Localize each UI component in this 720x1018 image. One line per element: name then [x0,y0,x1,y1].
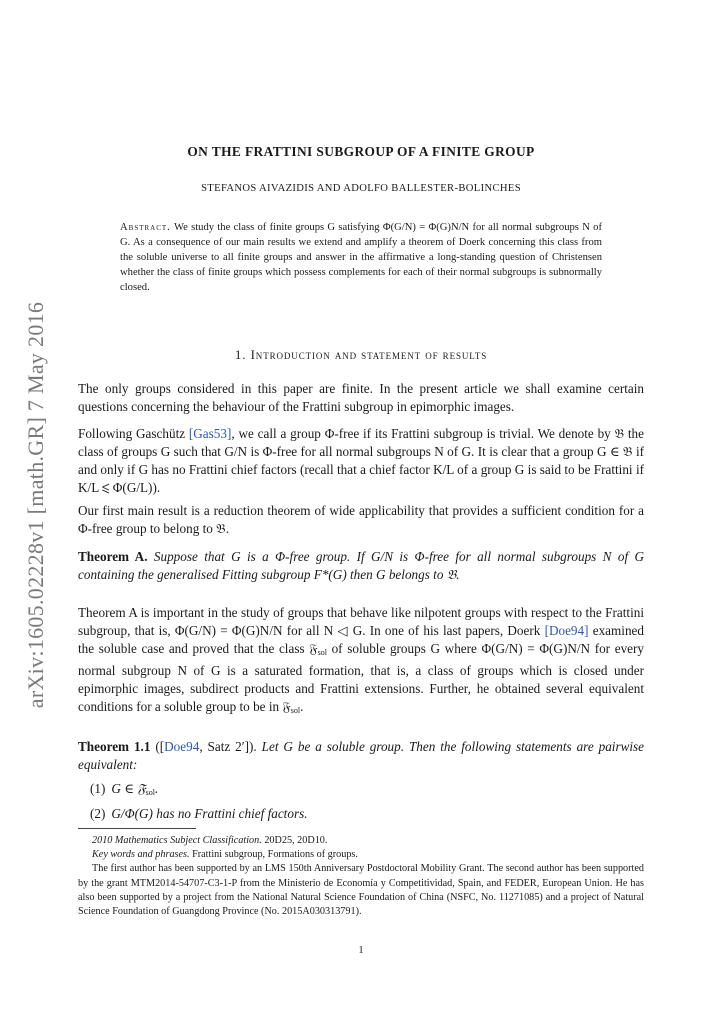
paragraph-definition-text-2: , we call a group Φ-free if its Frattini subgroup is trivial. We denote by 𝔅 the class of groups G such that G/N is Φ-free for all normal subgroups N of G. It is clear that a group G ∈ 𝔅 if and only if G has no Frattini chief factors (recall that a chief factor K/L of a group G is said to be Frattini if K/L ⩽ Φ(G/L)). [78,426,644,495]
abstract-text: We study the class of finite groups G satisfying Φ(G/N) = Φ(G)N/N for all normal subgroups N of G. As a consequence of our main results we extend and amplify a theorem of Doerk concerning this class from the soluble universe to all finite groups and answer in the affirmative a long-standing question of Christensen whether the class of finite groups which possess complements for each of their normal subgroups is subnormally closed. [120,222,603,293]
abstract [120,220,602,295]
paragraph-doerk-end: . [300,699,304,714]
page-number: 1 [358,945,364,956]
footnote-msc-value: 20D25, 20D10. [261,835,328,846]
list-item-text: G/Φ(G) has no Frattini chief factors. [111,806,308,821]
list-item [90,805,630,823]
paragraph-doerk [78,604,644,720]
paragraph-definition-text-1: Following Gaschütz [78,426,189,441]
theorem-1-1-ref-rest: , Satz 2′]). [199,739,257,754]
list-item-text: G ∈ 𝔉 [111,781,146,796]
theorem-a-statement: Suppose that G is a Φ-free group. If G/N is Φ-free for all normal subgroups N of G containing the generalised Fitting subgroup F*(G) then G belongs to 𝔅. [78,549,644,582]
theorem-1-1-head: Theorem 1.1 [78,739,151,754]
list-item-number: (1) [90,781,106,796]
theorem-1-1-ref-open: ([ [155,739,165,754]
footnote-keywords-value: Frattini subgroup, Formations of groups. [189,849,358,861]
paper-title: ON THE FRATTINI SUBGROUP OF A FINITE GROUP [187,144,535,159]
footnote-keywords-label: Key words and phrases. [92,849,190,861]
arxiv-identifier: arXiv:1605.02228v1 [math.GR] 7 May 2016 [23,301,48,709]
section-title: Introduction and statement of results [250,347,488,362]
citation-doe94[interactable]: [Doe94] [544,623,589,638]
footnotes [78,834,644,919]
citation-doe94-satz[interactable]: Doe94 [164,739,200,754]
paragraph-main-result: Our first main result is a reduction theorem of wide applicability that provides a sufficient condition for a Φ-free group to belong to 𝔅. [78,503,644,536]
section-number: 1. [234,347,247,362]
subscript-sol: sol [317,648,327,657]
footnote-msc [78,834,644,848]
paragraph-intro: The only groups considered in this paper are finite. In the present article we shall examine certain questions concerning the behaviour of the Frattini subgroup in epimorphic images. [78,381,644,414]
list-item-end: . [154,781,159,796]
list-item-number: (2) [90,806,106,821]
theorem-1-1 [78,738,644,774]
paper-authors: STEFANOS AIVAZIDIS AND ADOLFO BALLESTER-BOLINCHES [201,183,521,194]
theorem-a-head: Theorem A. [78,549,148,564]
footnote-msc-label: 2010 Mathematics Subject Classification. [92,835,262,846]
paragraph-definition [78,425,644,497]
footnote-funding: The first author has been supported by an LMS 150th Anniversary Postdoctoral Mobility Grant. The second author has been supported by the grant MTM2014-54707-C3-1-P from the Ministerio de Economía y Competitividad, Spain, and FEDER, European Union. He has also been supported by a project from the National Natural Science Foundation of China (NSFC, No. 11271085) and a project of Natural Science Foundation of Guangdong Province (No. 2015A030313791). [78,863,644,918]
footnote-divider [78,828,196,829]
paragraph-doerk-text-3: of soluble groups G where Φ(G/N) = Φ(G)N/N for every normal subgroup N of G is a saturated formation, that is, a class of groups which is closed under epimorphic images, subdirect products and Frattini extensions. Further, he obtained several equivalent conditions for a soluble group to be in 𝔉 [78,641,644,714]
subscript-sol: sol [290,706,301,715]
theorem-a [78,548,644,584]
theorem-1-1-statement: Let G be a soluble group. Then the following statements are pairwise equivalent: [78,739,645,772]
abstract-label: Abstract. [120,222,171,233]
subscript-sol: sol [145,788,155,797]
paragraph-doerk-text-1: Theorem A is important in the study of groups that behave like nilpotent groups with respect to the Frattini subgroup, that is, Φ(G/N) = Φ(G)N/N for all N ◁ G. In one of his last papers, Doerk [78,605,644,638]
paragraph-doerk-text-2: examined the soluble case and proved that the class 𝔉 [78,623,644,656]
arxiv-stamp [16,295,56,715]
list-item [90,780,630,802]
footnote-keywords [78,848,644,862]
section-heading [78,346,644,364]
citation-gas53[interactable]: [Gas53] [188,426,232,441]
